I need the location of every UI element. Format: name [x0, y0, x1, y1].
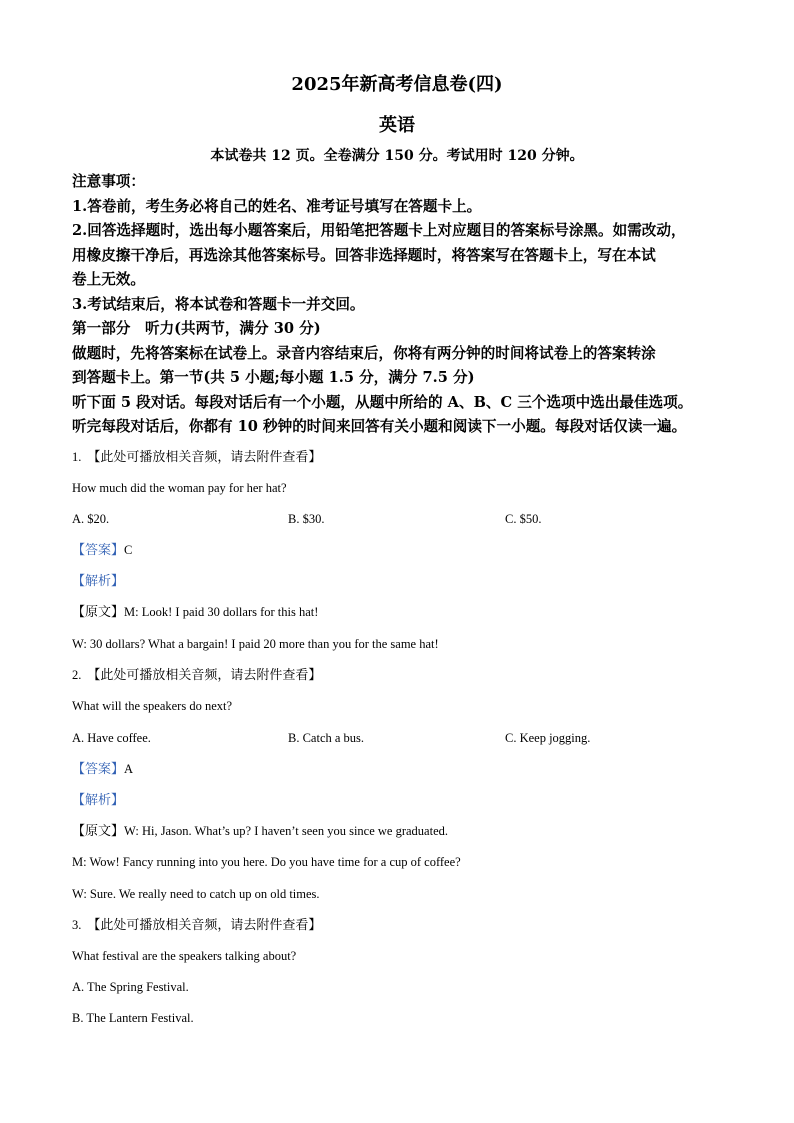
question-number: 3. [72, 918, 82, 932]
exam-info: 本试卷共 12 页。全卷满分 150 分。考试用时 120 分钟。 [210, 148, 584, 164]
notes-line: 到答题卡上。第一节(共 5 小题;每小题 1.5 分，满分 7.5 分) [72, 369, 475, 386]
question-1-text: How much did the woman pay for her hat? [72, 481, 287, 495]
audio-note[interactable]: 【此处可播放相关音频，请去附件查看】 [87, 918, 322, 933]
notes-line: 听完每段对话后，你都有 10 秒钟的时间来回答有关小题和阅读下一小题。每段对话仅读一遍。 [72, 418, 687, 435]
page-title: 2025年新高考信息卷(四) [291, 74, 503, 95]
transcript-text: W: Hi, Jason. What’s up? I haven’t seen you since we graduated. [124, 824, 448, 838]
audio-note[interactable]: 【此处可播放相关音频，请去附件查看】 [87, 450, 322, 465]
question-number: 2. [72, 668, 82, 682]
option-a: A. The Spring Festival. [72, 980, 189, 994]
option-b: B. $30. [288, 512, 325, 526]
question-1-audio [72, 448, 321, 467]
question-2-analysis [72, 791, 124, 810]
notes-line: 2.回答选择题时，选出每小题答案后，用铅笔把答题卡上对应题目的答案标号涂黑。如需改动， [72, 222, 686, 239]
option-a: A. Have coffee. [72, 731, 151, 745]
question-1-transcript-line [72, 603, 318, 622]
notes-line: 卷上无效。 [72, 271, 145, 288]
question-1-answer [72, 541, 132, 560]
notes-line: 用橡皮擦干净后，再选涂其他答案标号。回答非选择题时，将答案写在答题卡上，写在本试 [72, 246, 656, 264]
analysis-label: 【解析】 [72, 793, 125, 808]
section-heading: 第一部分 听力(共两节，满分 30 分) [72, 320, 321, 337]
option-c: C. Keep jogging. [505, 731, 591, 745]
question-2-transcript-line: M: Wow! Fancy running into you here. Do you have time for a cup of coffee? [72, 855, 461, 869]
analysis-label: 【解析】 [72, 574, 125, 589]
answer-label: 【答案】 [72, 543, 125, 558]
notes-heading: 注意事项： [72, 173, 145, 190]
notes-line: 3.考试结束后，将本试卷和答题卡一并交回。 [72, 295, 365, 313]
option-c: C. $50. [505, 512, 542, 526]
option-a: A. $20. [72, 512, 110, 526]
question-2-answer [72, 760, 133, 779]
answer-value: C [124, 543, 133, 557]
answer-label: 【答案】 [72, 762, 125, 777]
original-label: 【原文】 [72, 605, 125, 620]
question-2-transcript-line [72, 822, 448, 841]
original-label: 【原文】 [72, 824, 125, 839]
question-2-text: What will the speakers do next? [72, 699, 233, 713]
question-number: 1. [72, 450, 82, 464]
notes-section [72, 170, 724, 440]
question-3-audio [72, 916, 321, 935]
option-b: B. Catch a bus. [288, 731, 365, 745]
notes-line: 1.答卷前，考生务必将自己的姓名、准考证号填写在答题卡上。 [72, 197, 482, 215]
question-2-audio [72, 666, 321, 685]
question-2-transcript-line: W: Sure. We really need to catch up on old times. [72, 887, 320, 901]
option-b: B. The Lantern Festival. [72, 1011, 194, 1025]
question-3-text: What festival are the speakers talking about? [72, 949, 297, 963]
notes-line: 听下面 5 段对话。每段对话后有一个小题，从题中所给的 A、B、C 三个选项中选出最佳选项。 [72, 393, 693, 411]
answer-value: A [124, 762, 134, 776]
question-1-analysis [72, 572, 124, 591]
question-1-transcript-line: W: 30 dollars? What a bargain! I paid 20 more than you for the same hat! [72, 637, 439, 651]
subject-title: 英语 [379, 115, 415, 136]
transcript-text: M: Look! I paid 30 dollars for this hat! [124, 605, 319, 619]
audio-note[interactable]: 【此处可播放相关音频，请去附件查看】 [87, 668, 322, 683]
notes-line: 做题时，先将答案标在试卷上。录音内容结束后，你将有两分钟的时间将试卷上的答案转涂 [72, 344, 656, 362]
